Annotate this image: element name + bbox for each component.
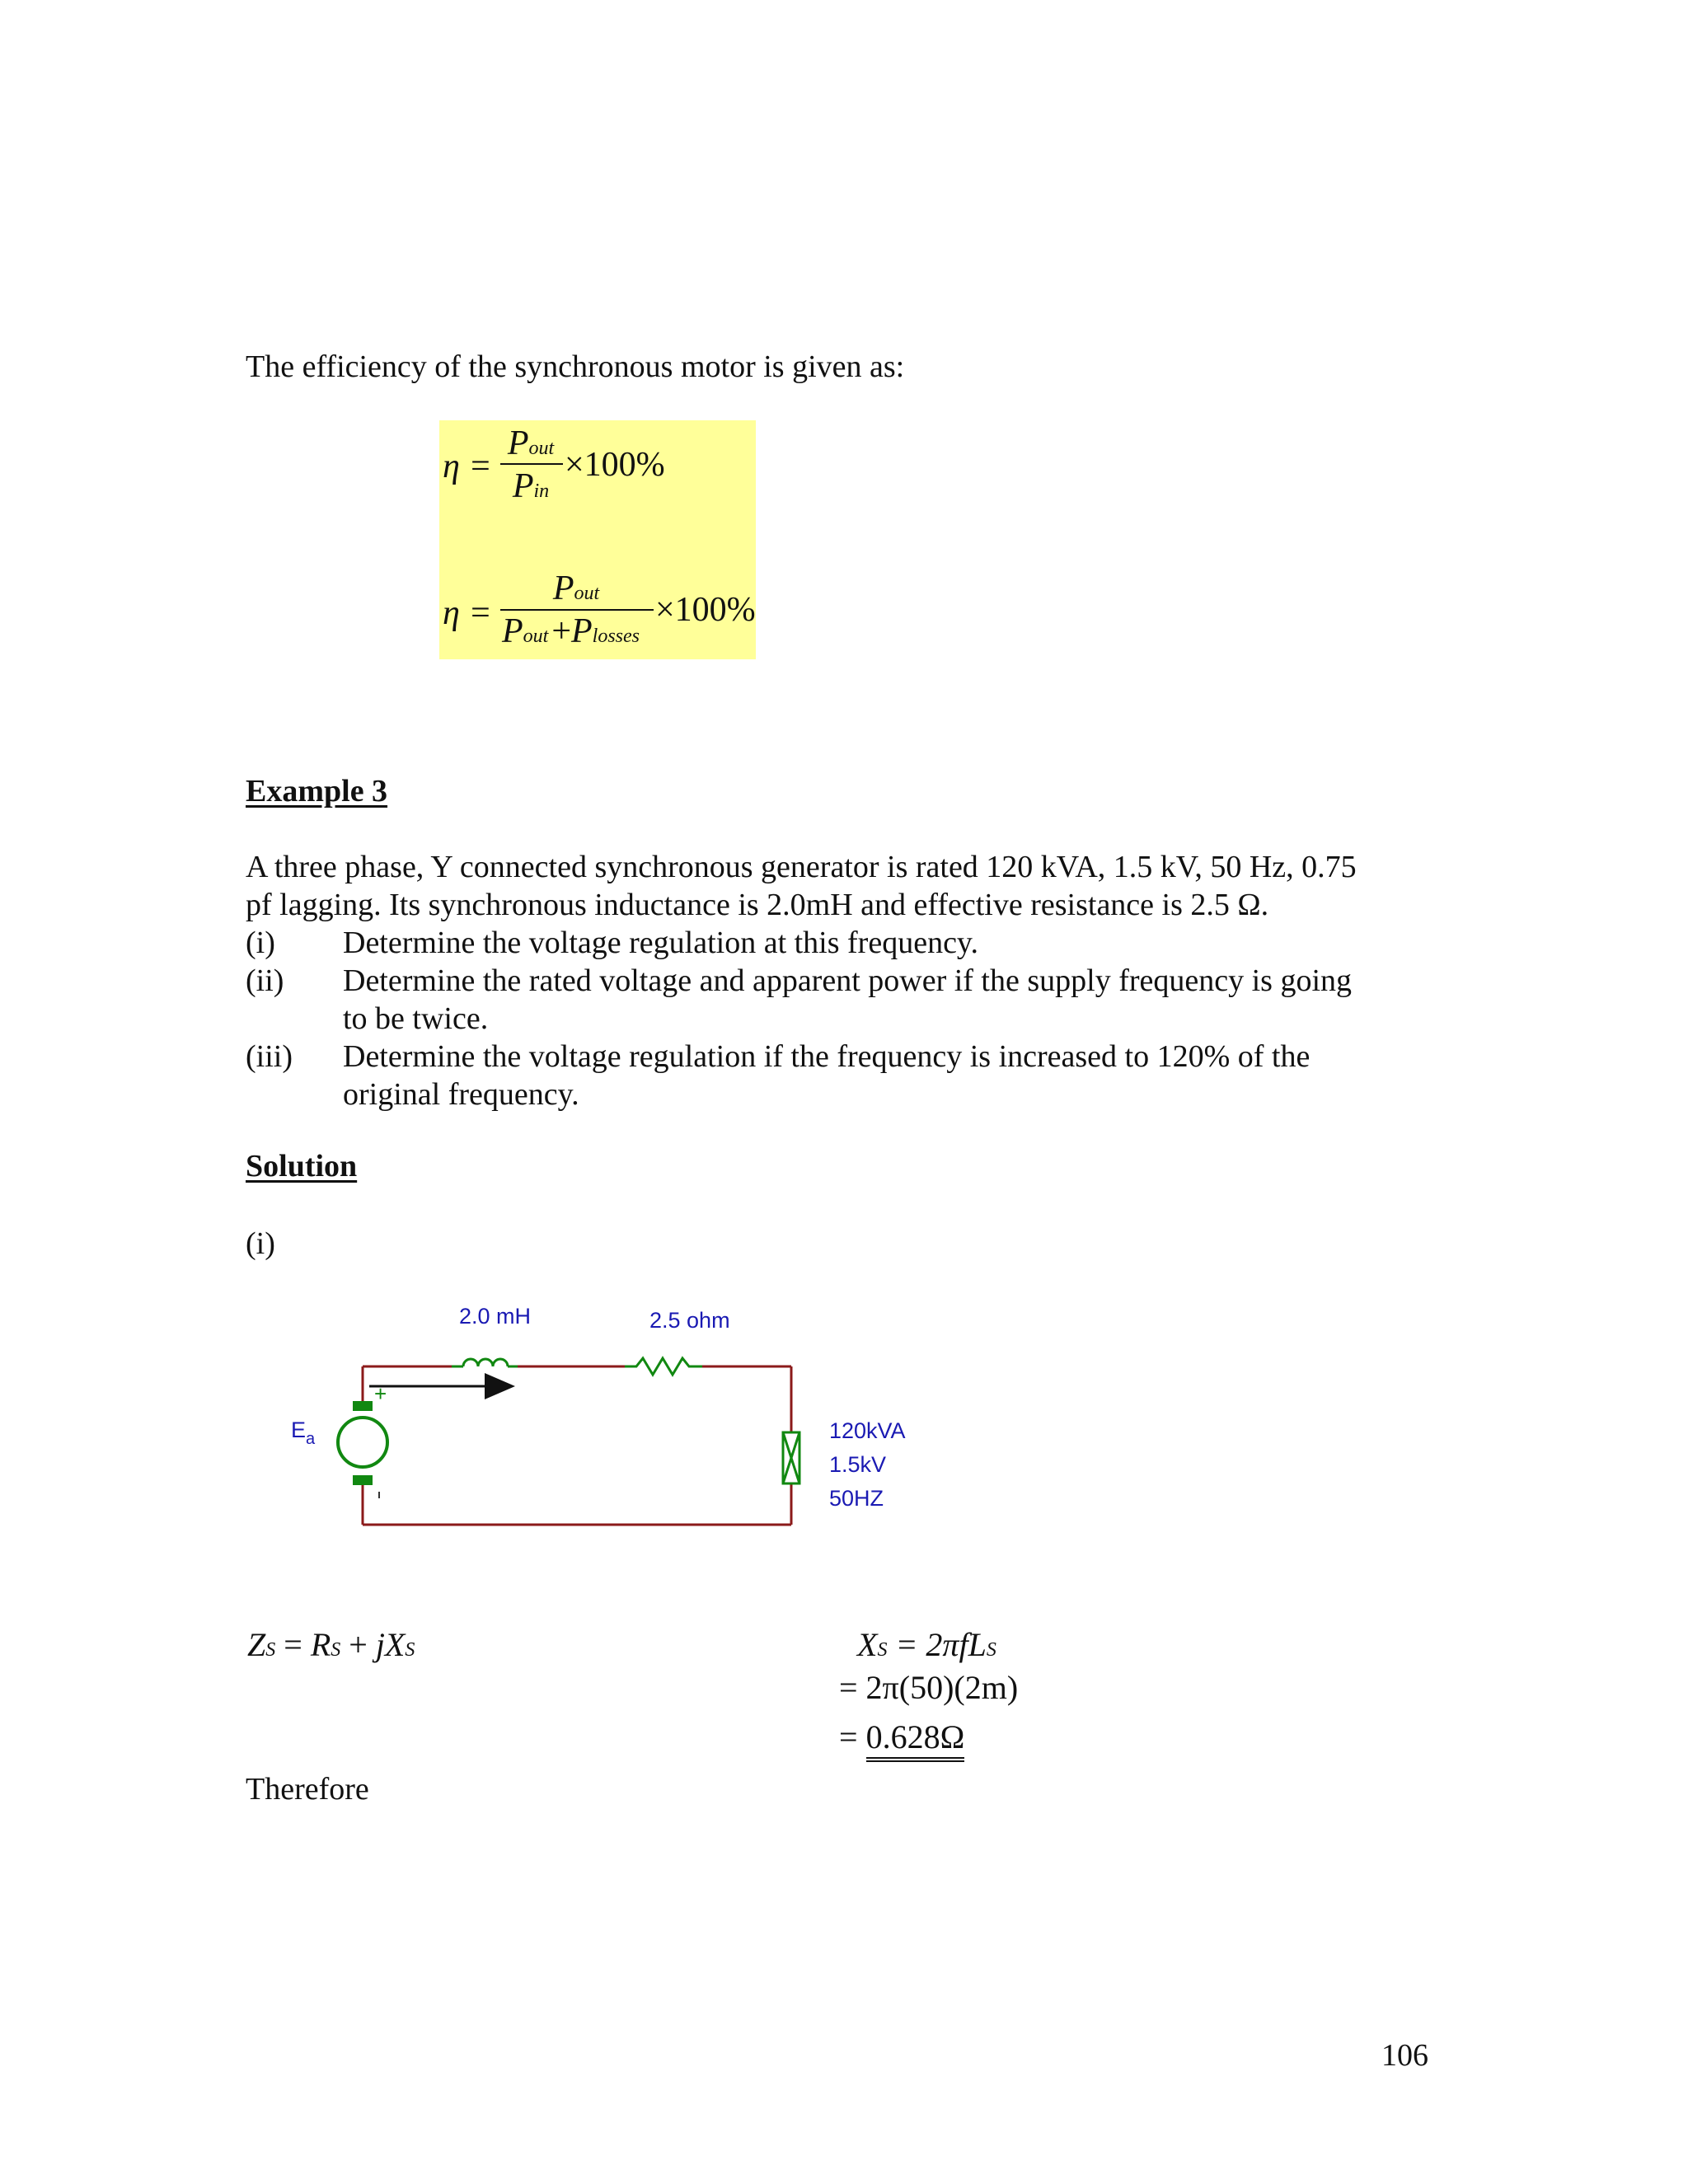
item-ii-number: (ii) <box>246 963 284 998</box>
load-label-kv: 1.5kV <box>829 1452 887 1477</box>
xs-equation-line-2: = 2π(50)(2m) <box>839 1669 1019 1706</box>
source-label: $E_a$ <box>288 1416 318 1451</box>
load-icon <box>783 1432 799 1483</box>
load-label-hz: 50HZ <box>829 1486 884 1511</box>
eq2-tail: ×100% <box>655 591 756 629</box>
item-ii-text-2: to be twice. <box>343 1001 489 1036</box>
xs-equation-line-1: XS = 2πfLS <box>857 1626 996 1663</box>
eq2-denominator: Pout +Plosses <box>502 612 640 650</box>
problem-line-2: pf lagging. Its synchronous inductance is 2.0mH and effective resistance is 2.5 Ω. <box>246 888 1269 922</box>
load-rating-labels <box>824 1413 911 1517</box>
resistor-icon <box>625 1358 702 1375</box>
xs-result-value: 0.628Ω <box>866 1718 965 1762</box>
eq1-numerator: Pout <box>507 424 555 462</box>
svg-text:+: + <box>374 1381 387 1406</box>
inductor-icon <box>452 1359 518 1366</box>
problem-line-1: A three phase, Y connected synchronous generator is rated 120 kVA, 1.5 kV, 50 Hz, 0.75 <box>246 850 1357 884</box>
item-i-number: (i) <box>246 926 275 960</box>
page-number: 106 <box>1381 2038 1428 2073</box>
eq1-tail: ×100% <box>565 446 665 484</box>
efficiency-equation-box <box>439 420 756 659</box>
load-label-kva: 120kVA <box>829 1418 906 1443</box>
eq2-lhs: η = <box>443 594 492 632</box>
zs-equation: ZS = RS + jXS <box>247 1626 415 1663</box>
circuit-wires <box>363 1366 791 1525</box>
resistor-label: 2.5 ohm <box>646 1306 734 1335</box>
item-iii-number: (iii) <box>246 1039 293 1074</box>
example-heading: Example 3 <box>246 774 388 808</box>
eq2-fraction-bar <box>500 609 654 611</box>
intro-text: The efficiency of the synchronous motor is given as: <box>246 349 905 384</box>
item-i-text: Determine the voltage regulation at this frequency. <box>343 926 978 960</box>
solution-heading: Solution <box>246 1149 358 1183</box>
item-ii-text-1: Determine the rated voltage and apparent power if the supply frequency is going <box>343 963 1353 998</box>
part-label: (i) <box>246 1226 275 1261</box>
inductor-label: 2.0 mH <box>456 1302 534 1331</box>
eq1-fraction-bar <box>500 463 563 465</box>
item-iii-text-2: original frequency. <box>343 1077 579 1112</box>
current-arrow-icon <box>369 1373 515 1399</box>
xs-equation-line-3: = 0.628Ω <box>839 1718 964 1756</box>
eq1-lhs: η = <box>443 448 492 485</box>
eq1-denominator: Pin <box>512 467 550 505</box>
therefore-text: Therefore <box>246 1772 369 1807</box>
item-iii-text-1: Determine the voltage regulation if the frequency is increased to 120% of the <box>343 1039 1311 1074</box>
eq2-numerator: Pout <box>552 569 600 607</box>
